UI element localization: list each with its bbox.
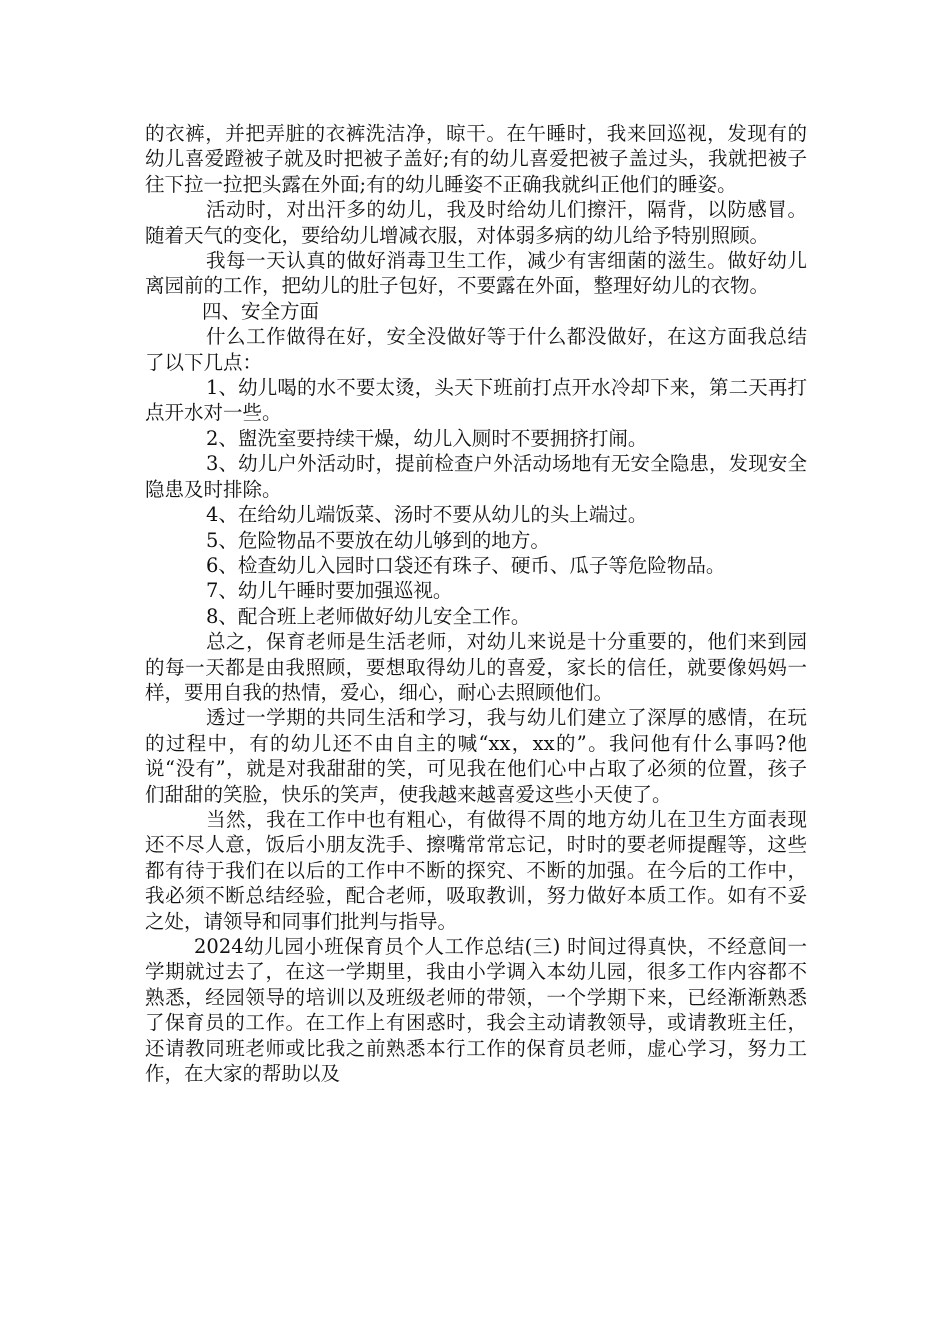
list-item: 8、配合班上老师做好幼儿安全工作。 xyxy=(206,604,531,628)
list-item: 2、盥洗室要持续干燥，幼儿入厕时不要拥挤打闹。 xyxy=(206,426,648,450)
paragraph-activity-care: 活动时，对出汗多的幼儿，我及时给幼儿们擦汗，隔背，以防感冒。随着天气的变化，要给幼儿增减衣服，对体弱多病的幼儿给予特别照顾。 xyxy=(145,198,807,247)
paragraph-safety-intro: 什么工作做得在好，安全没做好等于什么都没做好，在这方面我总结了以下几点： xyxy=(145,325,807,374)
paragraph-relationship: 透过一学期的共同生活和学习，我与幼儿们建立了深厚的感情，在玩的过程中，有的幼儿还不由自主的喊“xx，xx的”。我问他有什么事吗?他说“没有”，就是对我甜甜的笑，可见我在他们心中占取了必须的位置，孩子们甜甜的笑脸，快乐的笑声，使我越来越喜爱这些小天使了。 xyxy=(145,706,807,806)
document-body xyxy=(145,121,807,1086)
paragraph-disinfection: 我每一天认真的做好消毒卫生工作，减少有害细菌的滋生。做好幼儿离园前的工作，把幼儿的肚子包好，不要露在外面，整理好幼儿的衣物。 xyxy=(145,249,807,298)
paragraph-summary: 总之，保育老师是生活老师，对幼儿来说是十分重要的，他们来到园的每一天都是由我照顾，要想取得幼儿的喜爱，家长的信任，就要像妈妈一样，要用自我的热情，爱心，细心，耐心去照顾他们。 xyxy=(145,630,807,704)
list-item: 7、幼儿午睡时要加强巡视。 xyxy=(206,579,453,603)
list-item: 3、幼儿户外活动时，提前检查户外活动场地有无安全隐患，发现安全隐患及时排除。 xyxy=(145,452,807,501)
list-item: 1、幼儿喝的水不要太烫，头天下班前打点开水冷却下来，第二天再打点开水对一些。 xyxy=(145,376,807,425)
section-heading-safety: 四、安全方面 xyxy=(202,299,320,323)
paragraph-shortcomings: 当然，我在工作中也有粗心，有做得不周的地方幼儿在卫生方面表现还不尽人意，饭后小朋友洗手、擦嘴常常忘记，时时的要老师提醒等，这些都有待于我们在以后的工作中不断的探究、不断的加强。在今后的工作中，我必须不断总结经验，配合老师，吸取教训，努力做好本质工作。如有不妥之处，请领导和同事们批判与指导。 xyxy=(145,807,807,933)
list-item: 6、检查幼儿入园时口袋还有珠子、硬币、瓜子等危险物品。 xyxy=(206,553,726,577)
paragraph-continued: 的衣裤，并把弄脏的衣裤洗洁净，晾干。在午睡时，我来回巡视，发现有的幼儿喜爱蹬被子就及时把被子盖好;有的幼儿喜爱把被子盖过头，我就把被子往下拉一拉把头露在外面;有的幼儿睡姿不正确我就纠正他们的睡姿。 xyxy=(145,122,807,196)
paragraph-summary-three: 2024幼儿园小班保育员个人工作总结(三) 时间过得真快，不经意间一学期就过去了，在这一学期里，我由小学调入本幼儿园，很多工作内容都不熟悉，经园领导的培训以及班级老师的带领，一个学期下来，已经渐渐熟悉了保育员的工作。在工作上有困惑时，我会主动请教领导，或请教班主任，还请教同班老师或比我之前熟悉本行工作的保育员老师，虚心学习，努力工作，在大家的帮助以及 xyxy=(145,935,807,1086)
list-item: 4、在给幼儿端饭菜、汤时不要从幼儿的头上端过。 xyxy=(206,503,648,527)
list-item: 5、危险物品不要放在幼儿够到的地方。 xyxy=(206,528,550,552)
